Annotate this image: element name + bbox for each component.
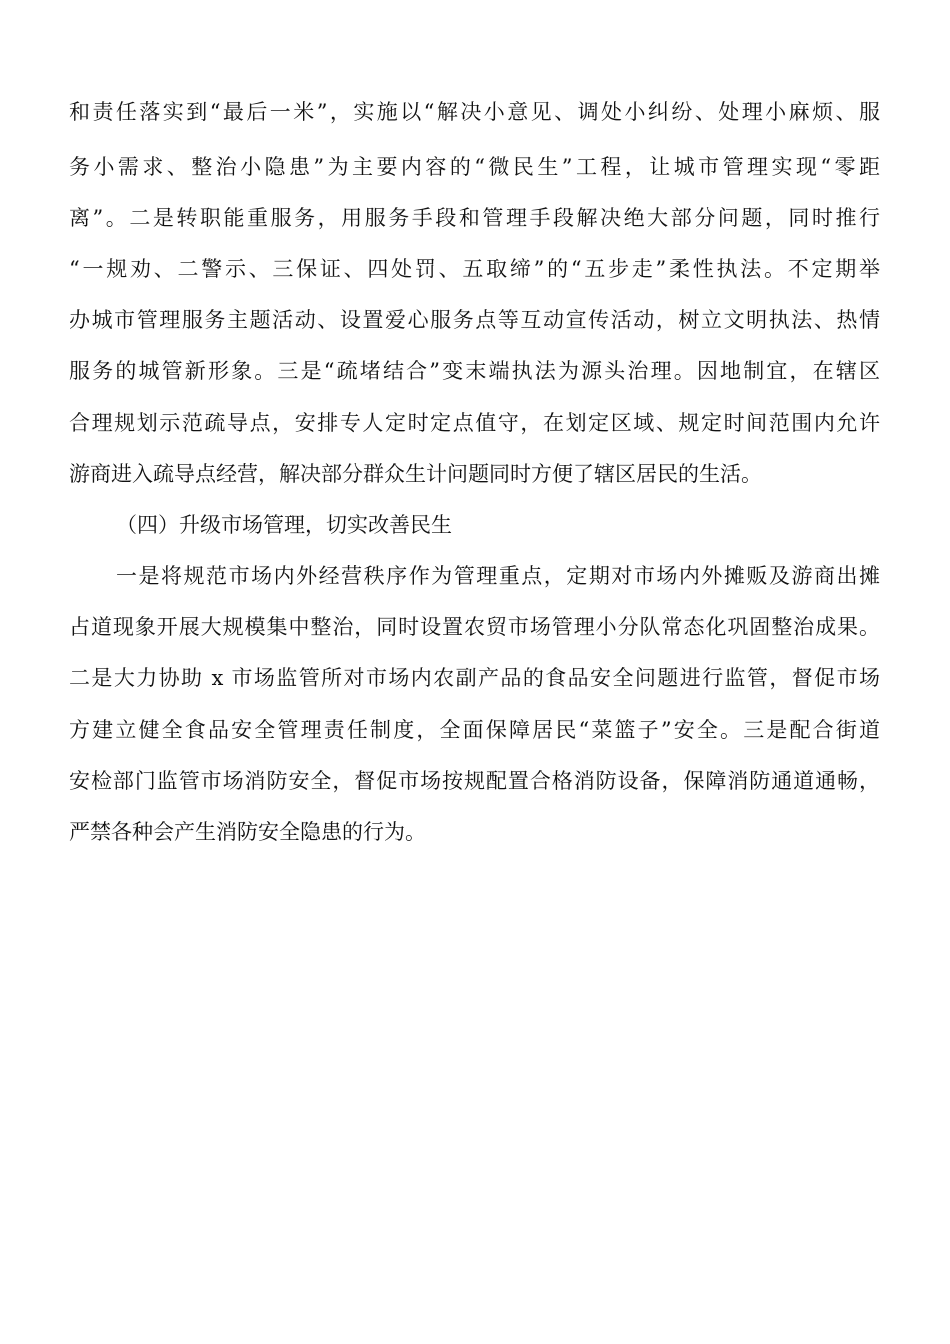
paragraph-2-line-2: 占道现象开展大规模集中整治，同时设置农贸市场管理小分队常态化巩固整治成果。 xyxy=(69,615,880,639)
paragraph-2-line-1: 一是将规范市场内外经营秩序作为管理重点，定期对市场内外摊贩及游商出摊 xyxy=(116,564,880,588)
paragraph-1-line-5: 办城市管理服务主题活动、设置爱心服务点等互动宣传活动，树立文明执法、热情 xyxy=(69,308,880,332)
paragraph-1-line-4: “一规劝、二警示、三保证、四处罚、五取缔”的“五步走”柔性执法。不定期举 xyxy=(69,257,880,281)
paragraph-1-line-8: 游商进入疏导点经营，解决部分群众生计问题同时方便了辖区居民的生活。 xyxy=(69,462,762,486)
paragraph-1-line-3: 离”。二是转职能重服务，用服务手段和管理手段解决绝大部分问题，同时推行 xyxy=(69,206,880,230)
paragraph-2-line-4: 方建立健全食品安全管理责任制度，全面保障居民“菜篮子”安全。三是配合街道 xyxy=(69,718,880,742)
paragraph-2-line-6: 严禁各种会产生消防安全隐患的行为。 xyxy=(69,820,426,844)
paragraph-2-line-3: 二是大力协助 x 市场监管所对市场内农副产品的食品安全问题进行监管，督促市场 xyxy=(69,666,880,690)
paragraph-1-line-1: 和责任落实到“最后一米”，实施以“解决小意见、调处小纠纷、处理小麻烦、服 xyxy=(69,100,880,124)
section-heading: （四）升级市场管理，切实改善民生 xyxy=(116,513,452,537)
paragraph-1-line-7: 合理规划示范疏导点，安排专人定时定点值守，在划定区域、规定时间范围内允许 xyxy=(69,411,880,435)
paragraph-2-line-5: 安检部门监管市场消防安全，督促市场按规配置合格消防设备，保障消防通道通畅， xyxy=(69,769,880,793)
paragraph-1-line-2: 务小需求、整治小隐患”为主要内容的“微民生”工程，让城市管理实现“零距 xyxy=(69,155,880,179)
paragraph-1-line-6: 服务的城管新形象。三是“疏堵结合”变末端执法为源头治理。因地制宜，在辖区 xyxy=(69,359,880,383)
